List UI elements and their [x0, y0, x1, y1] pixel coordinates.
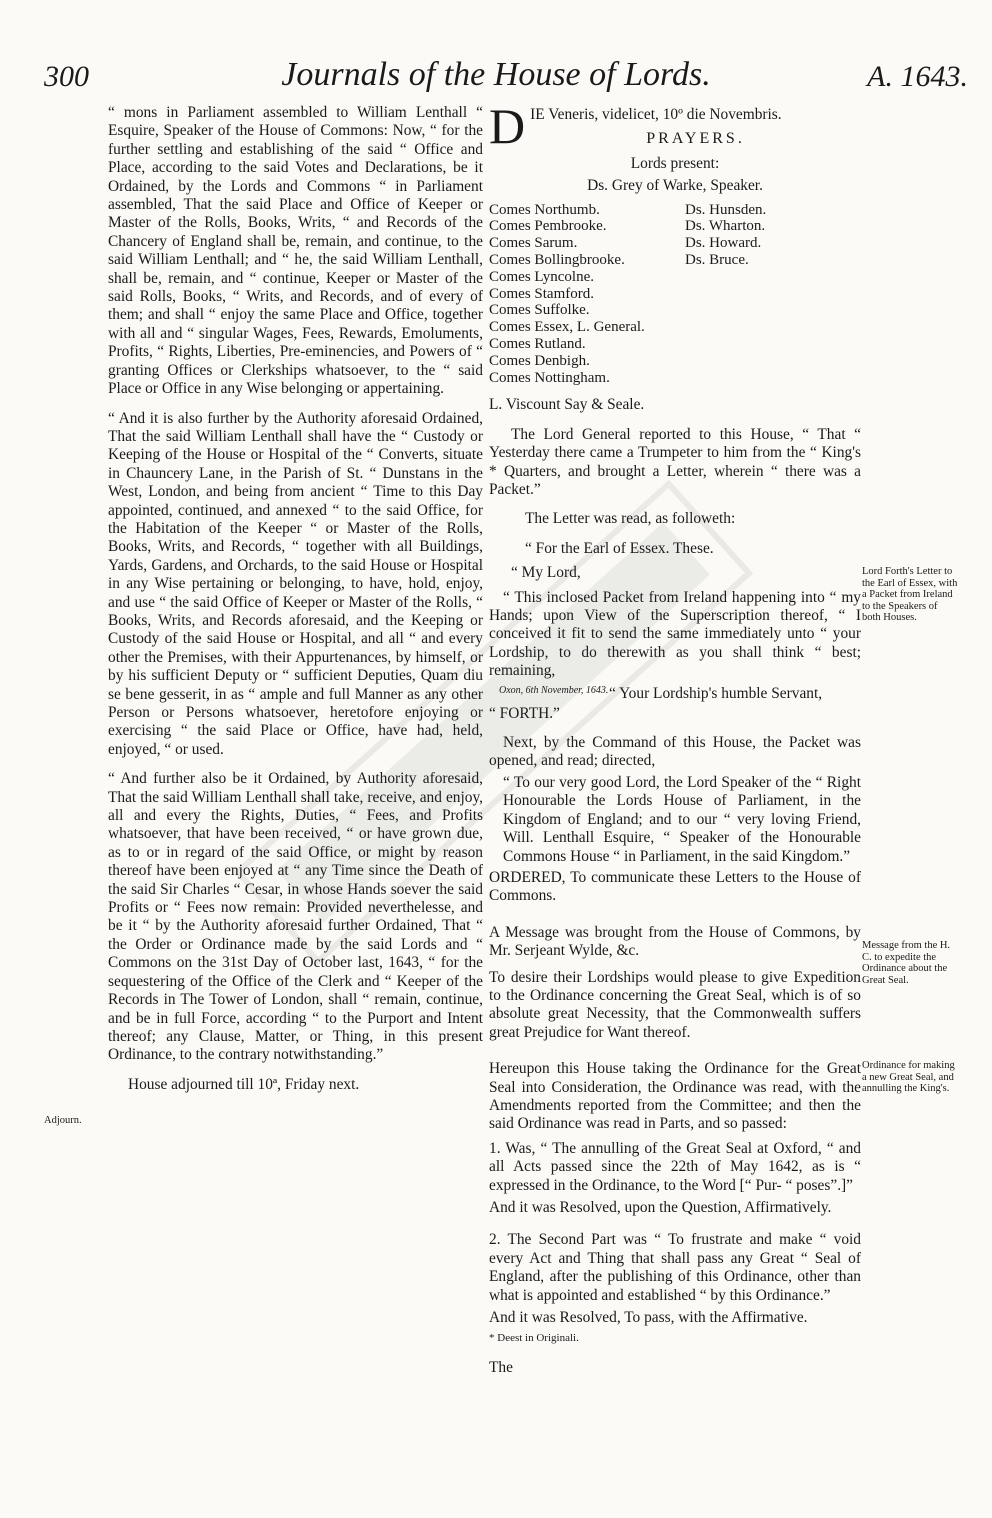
right-column — [489, 104, 861, 1388]
left-column — [108, 104, 483, 1105]
lord-entry: Comes Rutland. — [489, 336, 586, 352]
lords-list-left — [489, 202, 685, 387]
lord-entry: Ds. Hunsden. — [685, 201, 767, 218]
lord-entry: Comes Pembrooke. — [489, 218, 607, 235]
lord-entry: Comes Lyncolne. — [489, 268, 594, 285]
letter-place-date: Oxon, 6th November, 1643. — [499, 684, 609, 696]
ordered-paragraph: ORDERED, To communicate these Letters to the House of Commons. — [489, 868, 861, 905]
first-part-paragraph: 1. Was, “ The annulling of the Great Seal at Oxford, “ and all Acts passed since the 22th of May 1642, as is “ expressed in the Ordinance, to the Word [“ Pur- “ poses”.]” — [489, 1139, 861, 1194]
margin-note-message: Message from the H. C. to expedite the Ordinance about the Great Seal. — [862, 940, 951, 986]
resolved-second-paragraph: And it was Resolved, To pass, with the Affirmative. — [489, 1309, 808, 1327]
letter-salutation: “ My Lord, — [511, 564, 581, 582]
viscount-line: L. Viscount Say & Seale. — [489, 396, 645, 414]
lord-entry: Comes Northumb. — [489, 201, 600, 218]
lord-entry: Comes Nottingham. — [489, 369, 610, 386]
letter-address: “ For the Earl of Essex. These. — [525, 539, 714, 557]
lord-entry: Comes Denbigh. — [489, 352, 590, 369]
desire-paragraph: To desire their Lordships would please to give Expedition to the Ordinance concerning the Great Seal, which is of so absolute great Necessity, that the Commonwealth suffers great Prejudice for Want thereof. — [489, 968, 861, 1041]
general-report-paragraph: The Lord General reported to this House, “ That “ Yesterday there came a Trumpeter to him from the “ King's * Quarters, and brought a Letter, wherein “ there was a Packet.” — [489, 425, 861, 499]
page-number: 300 — [44, 60, 89, 93]
speaker-line: Ds. Grey of Warke, Speaker. — [587, 177, 763, 195]
hereupon-paragraph: Hereupon this House taking the Ordinance for the Great Seal into Consideration, the Ordinance was read, with the Amendments reported from the Committee; and then the said Ordinance was read in Parts, and so passed: — [489, 1060, 861, 1133]
lord-entry: Comes Essex, L. General. — [489, 319, 645, 336]
lords-list-right — [685, 202, 766, 387]
letter-read-line: The Letter was read, as followeth: — [525, 510, 736, 528]
message-paragraph: A Message was brought from the House of Commons, by Mr. Serjeant Wylde, &c. — [489, 923, 861, 960]
lord-entry: Comes Sarum. — [489, 235, 578, 252]
lord-entry: Comes Stamford. — [489, 285, 594, 302]
letter-signature: “ FORTH.” — [489, 704, 560, 722]
packet-opened-paragraph: Next, by the Command of this House, the Packet was opened, and read; directed, — [489, 734, 861, 770]
ordinance-paragraph-3: “ And further also be it Ordained, by Authority aforesaid, That the said William Lenthall shall take, receive, and enjoy, all and every the Rights, Duties, “ Fees, and Profits whatsoever, that have been received, “ or have grown due, as to or in regard of the said Office, or might by reason thereof have been enjoyed at “ any Time since the Death of the said Sir Charles “ Cesar, in whose Hands soever the said Profits or “ Fees now remain: Provided neverthelesse, and be it “ by the Authority aforesaid further Ordained, That “ the Order or Ordinance made by the said Lords and “ Commons on the 31st Day of October last, 1643, “ for the sequestering of the Office of the Clerk and “ Keeper of the Records in The Tower of London, shall “ remain, continue, and be in full Force, according “ to the Purport and Intent thereof; any Clause, Matter, or Thing, in this present Ordinance, to the contrary notwithstanding.” — [108, 770, 483, 1064]
letter-closing-row — [489, 683, 861, 705]
dropcap-letter: D — [489, 104, 526, 149]
prayers-heading: PRAYERS. — [646, 130, 745, 148]
lord-entry: Ds. Howard. — [685, 235, 762, 252]
ordinance-paragraph-2: “ And it is also further by the Authority aforesaid Ordained, That the said William Lenthall shall have the “ Custody or Keeping of the House or Hospital of the “ Converts, situate in Chauncery Lane, in the Parish of St. “ Dunstans in the West, London, and being from ancient “ Time to this Day appointed, continued, and annexed “ to the said Office, for the Habitation of the Keeper “ or Master of the Rolls, Books, Writs, and Records, “ together with all Buildings, Yards, Gardens, and Orchards, to the said House or Hospital in any Wise pertaining or belonging, to have, hold, enjoy, and use “ the said Office of Keeper or Master of the Rolls, “ Books, Writs, and Records aforesaid, and the Keeping or Custody of the said House or Hospital, and all “ and every other the Premises, with their Appurtenances, by himself, or by his sufficient Deputy or “ sufficient Deputies, Quam diu se bene gesserit, in as “ ample and full Manner as any other Person or Persons whatsoever, heretofore enjoying or exercising “ the said Place or Office, have had, held, enjoyed, “ or used. — [108, 409, 483, 758]
year-label: A. 1643. — [867, 60, 968, 93]
letter-body: “ This inclosed Packet from Ireland happening into “ my Hands; upon View of the Superscription thereof, “ I conceived it fit to send the same immediately unto “ your Lordship, to do therewith as you shall think “ best; remaining, — [489, 588, 861, 680]
resolved-first-paragraph: And it was Resolved, upon the Question, Affirmatively. — [489, 1199, 832, 1217]
ordinance-paragraph-1: “ mons in Parliament assembled to William Lenthall “ Esquire, Speaker of the House of Commons: Now, “ for the further settling and establishing of the said “ Office and Place, according to the said Votes and Declarations, be it Ordained, by the Lords and Commons “ in Parliament assembled, That the said Place and Office of Keeper or Master of the Rolls, Books, Writs, “ and Records of the Chancery of England shall be, remain, and continue, to the said William Lenthall; and “ he, the said William Lenthall, shall be, remain, and “ continue, Keeper or Master of the said Rolls, Books, “ Writs, and Records, and of every of them; and shall “ enjoy the same Place and Office, together with all and “ singular Wages, Fees, Rewards, Emoluments, Profits, “ Rights, Liberties, Pre-eminencies, and Powers of “ granting Offices or Clerkships whatsoever, to the “ said Place or Office in any Wise belonging or appertaining. — [108, 104, 483, 398]
lords-present-heading: Lords present: — [630, 154, 720, 172]
packet-direction: “ To our very good Lord, the Lord Speaker of the “ Right Honourable the Lords House of Parliament, in the Kingdom of England; and to our “ very loving Friend, Will. Lenthall Esquire, “ Speaker of the Honourable Commons House “ in Parliament, in the said Kingdom.” — [503, 773, 861, 865]
footnote: * Deest in Originali. — [489, 1332, 579, 1345]
lord-entry: Ds. Bruce. — [685, 252, 749, 269]
page-header — [0, 52, 992, 102]
lord-entry: Ds. Wharton. — [685, 218, 766, 235]
margin-note-adjourn: Adjourn. — [44, 1115, 82, 1126]
second-part-paragraph: 2. The Second Part was “ To frustrate and make “ void every Act and Thing that shall pass any Great “ Seal of England, after the publishing of this Ordinance, other than what is appointed and established “ by this Ordinance.” — [489, 1231, 861, 1304]
adjournment-line: House adjourned till 10ª, Friday next. — [128, 1075, 360, 1093]
lord-entry: Comes Bollingbrooke. — [489, 252, 625, 269]
margin-note-ordinance: Ordinance for making a new Great Seal, and annulling the King's. — [862, 1060, 955, 1094]
running-title: Journals of the House of Lords. — [281, 56, 711, 93]
catchword: The — [489, 1358, 513, 1376]
margin-note-forth-letter: Lord Forth's Letter to the Earl of Essex, with a Packet from Ireland to the Speakers of both Houses. — [862, 566, 958, 623]
letter-closing: “ Your Lordship's humble Servant, — [609, 684, 823, 702]
lord-entry: Comes Suffolke. — [489, 302, 590, 319]
date-line: IE Veneris, videlicet, 10º die Novembris. — [530, 106, 782, 123]
lords-present-list — [489, 202, 861, 387]
